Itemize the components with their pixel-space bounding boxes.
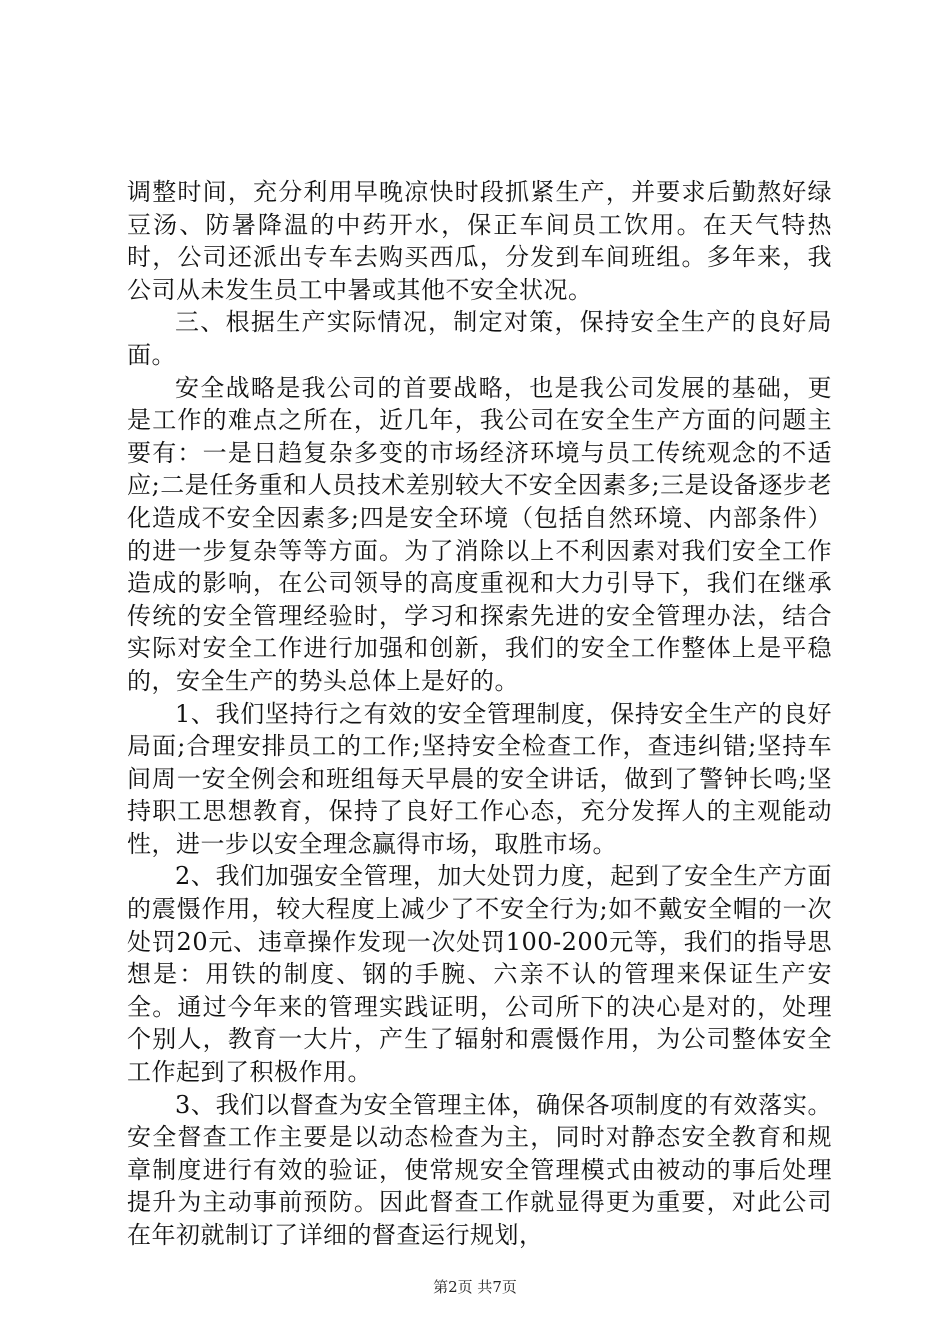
paragraph-3: 安全战略是我公司的首要战略，也是我公司发展的基础，更是工作的难点之所在，近几年，我公司在安全生产方面的问题主要有：一是日趋复杂多变的市场经济环境与员工传统观念的不适应;二是任务重和人员技术差别较大不安全因素多;三是设备逐步老化造成不安全因素多;四是安全环境（包括自然环境、内部条件）的进一步复杂等等方面。为了消除以上不利因素对我们安全工作造成的影响，在公司领导的高度重视和大力引导下，我们在继承传统的安全管理经验时，学习和探索先进的安全管理办法，结合实际对安全工作进行加强和创新，我们的安全工作整体上是平稳的，安全生产的势头总体上是好的。 — [127, 373, 832, 695]
paragraph-2-heading: 三、根据生产实际情况，制定对策，保持安全生产的良好局面。 — [127, 308, 832, 369]
paragraph-6: 3、我们以督查为安全管理主体，确保各项制度的有效落实。安全督查工作主要是以动态检查为主，同时对静态安全教育和规章制度进行有效的验证，使常规安全管理模式由被动的事后处理提升为主动事前预防。因此督查工作就显得更为重要，对此公司在年初就制订了详细的督查运行规划， — [127, 1090, 832, 1249]
paragraph-4: 1、我们坚持行之有效的安全管理制度，保持安全生产的良好局面;合理安排员工的工作;坚持安全检查工作，查违纠错;坚持车间周一安全例会和班组每天早晨的安全讲话，做到了警钟长鸣;坚持职工思想教育，保持了良好工作心态，充分发挥人的主观能动性，进一步以安全理念赢得市场，取胜市场。 — [127, 699, 832, 858]
paragraph-1: 调整时间，充分利用早晚凉快时段抓紧生产，并要求后勤熬好绿豆汤、防暑降温的中药开水，保正车间员工饮用。在天气特热时，公司还派出专车去购买西瓜，分发到车间班组。多年来，我公司从未发生员工中暑或其他不安全状况。 — [127, 178, 832, 304]
document-body — [127, 176, 832, 1252]
paragraph-5: 2、我们加强安全管理，加大处罚力度，起到了安全生产方面的震慑作用，较大程度上减少了不安全行为;如不戴安全帽的一次处罚20元、违章操作发现一次处罚100-200元等，我们的指导思想是：用铁的制度、钢的手腕、六亲不认的管理来保证生产安全。通过今年来的管理实践证明，公司所下的决心是对的，处理个别人，教育一大片，产生了辐射和震慑作用，为公司整体安全工作起到了积极作用。 — [127, 862, 832, 1087]
page-number-footer: 第2页 共7页 — [433, 1278, 517, 1296]
